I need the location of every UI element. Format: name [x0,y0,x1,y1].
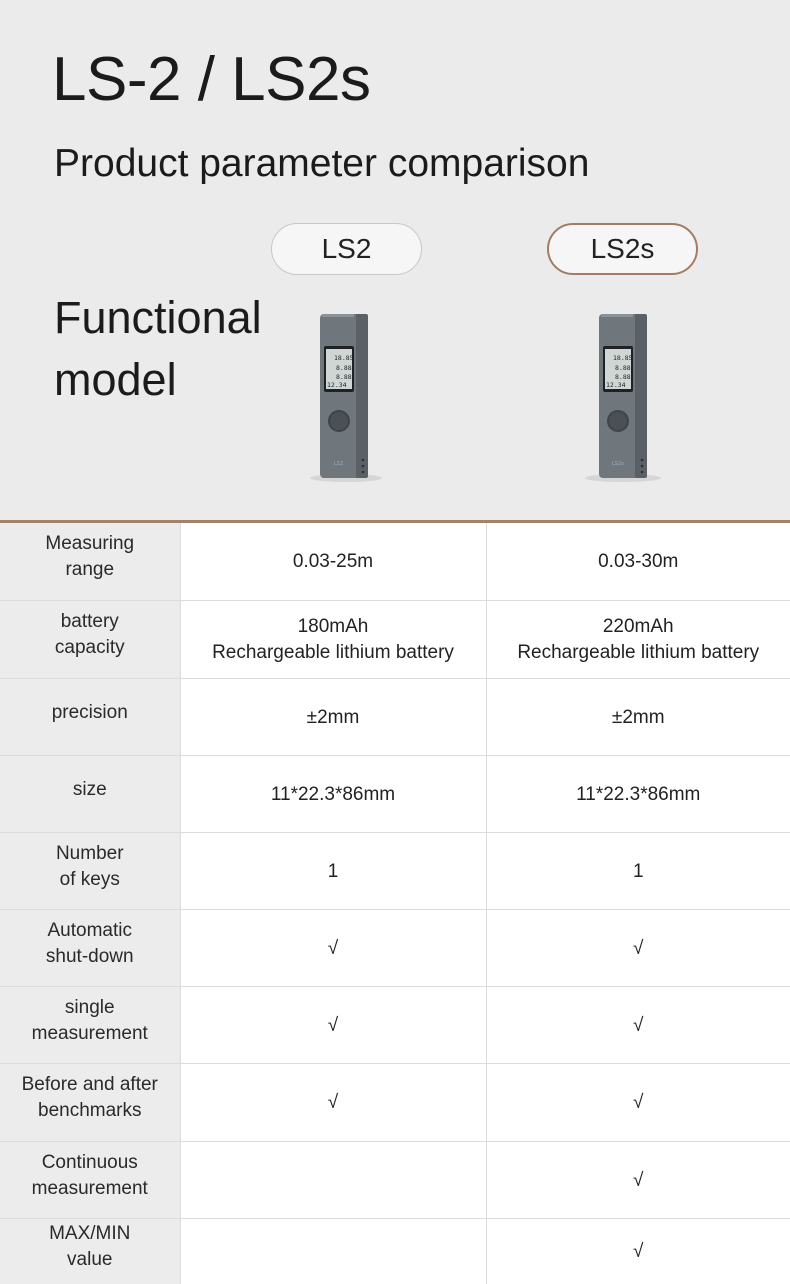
ls2s-value-cell-text: √ [633,1241,644,1262]
param-label-cell-text: value [67,1249,113,1270]
param-label-cell-text: Measuring [45,533,135,555]
table-row [0,678,790,755]
ls2s-device-image [577,300,667,490]
table-row [0,1218,790,1284]
param-label-cell [0,1063,180,1141]
table-row [0,523,790,600]
ls2-value-cell [180,909,486,986]
ls2s-display-line1: 18.85 [613,354,633,362]
table-row [0,832,790,909]
functional-label-line2: model [54,354,177,405]
table-row [0,986,790,1063]
table-row [0,1141,790,1218]
param-label-cell-text: precision [51,701,128,723]
ls2-value-cell [180,523,486,600]
model-pill-ls2: LS2 [271,223,422,275]
table-row [0,909,790,986]
page-subtitle: Product parameter comparison [54,142,590,185]
ls2-value-cell-text: 1 [327,860,339,882]
param-label-cell-text: measurement [31,1177,148,1199]
param-label-cell [0,909,180,986]
param-label-cell [0,678,180,755]
ls2s-value-cell [486,986,790,1063]
param-label-cell-text: range [65,559,115,581]
ls2-value-cell-text: 11*22.3*86mm [270,783,396,805]
ls2-value-cell [180,986,486,1063]
param-label-cell [0,600,180,678]
ls2s-value-cell-text: √ [633,937,644,959]
ls2-value-cell-text: ±2mm [306,706,360,728]
hero-section [0,0,790,522]
param-label-cell-text: Number [55,842,124,864]
functional-label-line1: Functional [54,292,262,343]
ls2s-value-cell-text: ±2mm [611,706,665,728]
param-label-cell [0,755,180,832]
param-label-cell-text: of keys [59,868,120,890]
ls2s-value-cell [486,1141,790,1218]
param-label-cell-text: shut-down [45,945,134,967]
ls2-value-cell-text: √ [327,937,339,959]
param-label-cell [0,986,180,1063]
ls2-value-cell-text: √ [327,1014,339,1036]
ls2s-display-line2: 8.88 [615,364,631,372]
ls2-value-cell [180,600,486,678]
ls2-device-logo: LS2 [334,461,344,467]
param-label-cell [0,523,180,600]
ls2s-value-cell [486,678,790,755]
param-label-cell-text: capacity [54,637,125,658]
ls2s-value-cell [486,523,790,600]
ls2s-value-cell-text: 1 [632,860,644,882]
ls2s-value-cell-text: Rechargeable lithium battery [517,642,760,663]
param-label-cell-text: Automatic [47,919,132,941]
ls2s-value-cell [486,600,790,678]
ls2s-value-cell [486,755,790,832]
ls2-device-image [298,300,388,490]
ls2s-value-cell-text: 0.03-30m [598,551,679,573]
ls2s-display-line3: 8.88 [615,373,631,381]
model-pill-ls2s: LS2s [547,223,698,275]
table-row [0,1063,790,1141]
param-label-cell [0,1141,180,1218]
param-label-cell-text: Continuous [41,1151,138,1173]
ls2-display-line1: 18.85 [334,354,354,362]
ls2s-value-cell [486,909,790,986]
table-row [0,755,790,832]
ls2-display-line3: 8.88 [336,373,352,381]
ls2s-value-cell-text: 220mAh [602,616,674,637]
ls2s-value-cell-text: 11*22.3*86mm [576,783,701,805]
ls2-value-cell [180,1141,486,1218]
param-label-cell [0,832,180,909]
ls2-value-cell-text: √ [327,1092,339,1113]
param-label-cell [0,1218,180,1284]
ls2-value-cell-text: Rechargeable lithium battery [212,642,454,663]
functional-model-label [54,287,262,411]
ls2s-value-cell-text: √ [633,1014,644,1036]
ls2s-value-cell-text: √ [633,1092,644,1113]
param-label-cell-text: single [64,996,115,1018]
param-label-cell-text: benchmarks [38,1100,142,1121]
param-label-cell-text: measurement [31,1022,148,1044]
ls2s-value-cell [486,832,790,909]
ls2s-display-line4: 12.34 [606,381,626,389]
ls2-value-cell-text: 180mAh [297,616,369,637]
ls2-value-cell [180,832,486,909]
ls2-display-line4: 12.34 [327,381,347,389]
page-title: LS-2 / LS2s [52,45,371,114]
spec-comparison-table [0,523,790,1284]
ls2s-value-cell [486,1218,790,1284]
ls2-value-cell [180,1218,486,1284]
ls2-value-cell [180,678,486,755]
ls2s-value-cell [486,1063,790,1141]
param-label-cell-text: Before and after [21,1074,158,1095]
param-label-cell-text: battery [60,611,119,632]
table-row [0,600,790,678]
param-label-cell-text: MAX/MIN [49,1223,131,1244]
ls2-display-line2: 8.88 [336,364,352,372]
ls2-value-cell [180,755,486,832]
ls2s-device-logo: LS2s [612,461,624,467]
param-label-cell-text: size [72,778,107,800]
ls2s-value-cell-text: √ [633,1169,644,1191]
ls2-value-cell [180,1063,486,1141]
ls2-value-cell-text: 0.03-25m [292,551,374,573]
